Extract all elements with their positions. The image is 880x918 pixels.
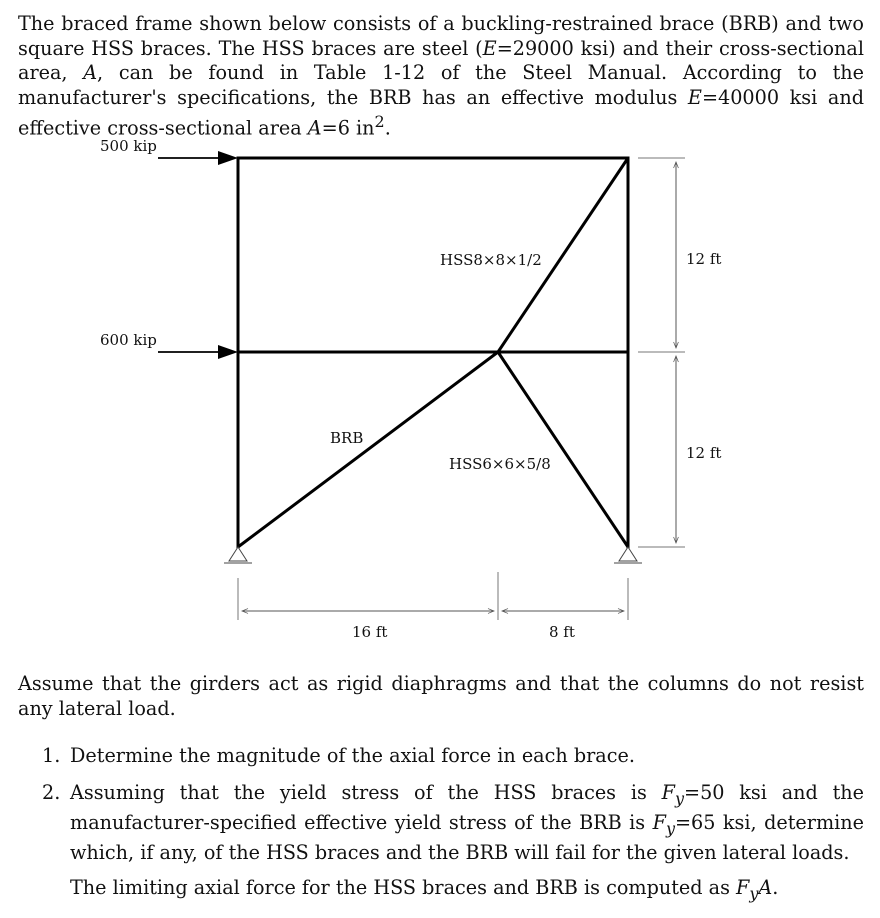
lower-height-label: 12 ft	[686, 444, 722, 462]
load-label-floor: 600 kip	[100, 331, 157, 349]
load-arrow-floor	[158, 345, 238, 359]
question-list	[18, 744, 864, 918]
note-area-symbol: A	[758, 875, 773, 899]
modulus-symbol: E	[482, 36, 497, 60]
intro-text-4: =40000 ksi and effective cross-sectional area	[18, 85, 864, 140]
intro-text-3: , can be found in Table 1-12 of the Steel Manual. According to the manufacturer's specifications, the BRB has an effective modulus	[18, 61, 864, 109]
brace-label-hss8: HSS8×8×1/2	[440, 251, 542, 269]
assumption-text: Assume that the girders act as rigid diaphragms and that the columns do not resist any lateral load.	[18, 672, 864, 720]
brb-brace	[238, 352, 498, 547]
right-pin-support	[614, 547, 642, 563]
left-pin-support	[224, 547, 252, 563]
modulus-symbol-brb: E	[687, 85, 702, 109]
note-yield-subscript: y	[749, 883, 759, 903]
note-text: The limiting axial force for the HSS braces and BRB is computed as	[70, 875, 737, 899]
height-dimension-extension-lines	[638, 158, 685, 547]
question-text-3: =65 ksi, determine which, if any, of the HSS braces and the BRB will fail for the given lateral loads.	[70, 810, 864, 865]
yield-subscript-brb: y	[665, 818, 675, 838]
right-width-label: 8 ft	[549, 623, 575, 641]
yield-stress-symbol: F	[661, 780, 675, 804]
upper-height-label: 12 ft	[686, 250, 722, 268]
width-dimension-extension-lines	[238, 572, 628, 620]
intro-text-5: =6 in	[321, 116, 375, 140]
area-symbol: A	[83, 61, 98, 84]
question-number: 2.	[42, 780, 61, 804]
load-label-roof: 500 kip	[100, 137, 157, 155]
intro-text-2: =29000 ksi) and their cross-sectional area,	[18, 36, 864, 84]
intro-text-1: The braced frame shown below consists of a buckling-restrained brace (BRB) and two square HSS braces. The HSS braces are steel (	[18, 12, 864, 60]
left-width-label: 16 ft	[352, 623, 388, 641]
load-arrow-roof	[158, 151, 238, 165]
area-unit-exponent: 2	[374, 112, 385, 131]
question-text: Determine the magnitude of the axial force in each brace.	[70, 744, 635, 767]
yield-subscript: y	[674, 788, 684, 808]
brace-label-hss6: HSS6×6×5/8	[449, 455, 551, 473]
question-2	[18, 781, 864, 906]
brace-label-brb: BRB	[330, 429, 364, 447]
question-text-2: =50 ksi and the manufacturer-specified effective yield stress of the BRB is	[70, 780, 864, 834]
note-period: .	[772, 875, 779, 899]
question-number: 1.	[42, 744, 61, 767]
hss6-brace	[498, 352, 628, 547]
yield-stress-symbol-brb: F	[652, 810, 666, 834]
note-yield-symbol: F	[736, 875, 750, 899]
area-symbol-brb: A	[307, 116, 322, 140]
question-text-1: Assuming that the yield stress of the HSS braces is	[70, 780, 662, 804]
intro-text-6: .	[384, 116, 391, 140]
limiting-force-note	[70, 876, 864, 906]
question-1	[18, 744, 864, 769]
